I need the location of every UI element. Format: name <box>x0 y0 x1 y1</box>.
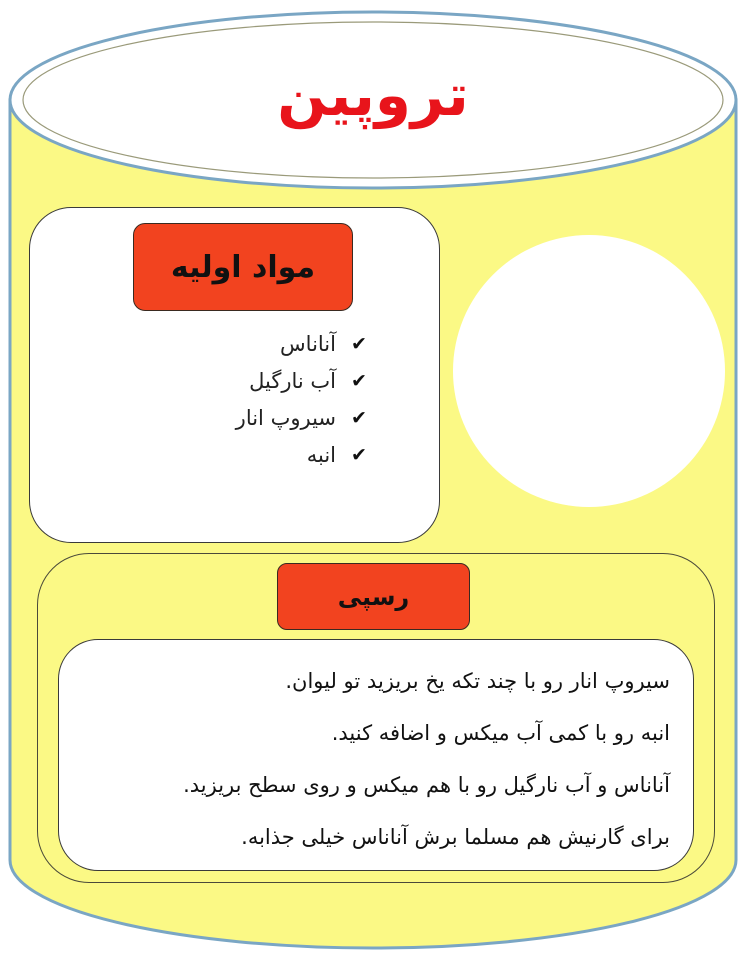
check-icon: ✔ <box>351 407 367 429</box>
recipe-header: رسپی <box>277 563 470 630</box>
list-item <box>150 363 372 400</box>
list-item <box>150 400 372 437</box>
ingredient-label: انبه <box>306 443 336 467</box>
ingredients-list <box>150 326 372 474</box>
ingredients-header: مواد اولیه <box>133 223 353 311</box>
recipe-steps <box>80 655 670 863</box>
recipe-step: آناناس و آب نارگیل رو با هم میکس و روی سطح بریزید. <box>183 773 670 797</box>
list-item <box>150 326 372 363</box>
ingredient-label: سیروپ انار <box>235 406 336 430</box>
ingredient-label: آب نارگیل <box>249 369 336 393</box>
photo-circle <box>453 235 725 507</box>
ingredient-label: آناناس <box>280 332 336 356</box>
recipe-step: سیروپ انار رو با چند تکه یخ بریزید تو لیوان. <box>285 669 670 693</box>
check-icon: ✔ <box>351 333 367 355</box>
recipe-step: انبه رو با کمی آب میکس و اضافه کنید. <box>331 721 670 745</box>
recipe-step: برای گارنیش هم مسلما برش آناناس خیلی جذابه. <box>241 825 670 849</box>
check-icon: ✔ <box>351 444 367 466</box>
check-icon: ✔ <box>351 370 367 392</box>
list-item <box>150 437 372 474</box>
page-title: تروپین <box>277 61 469 129</box>
